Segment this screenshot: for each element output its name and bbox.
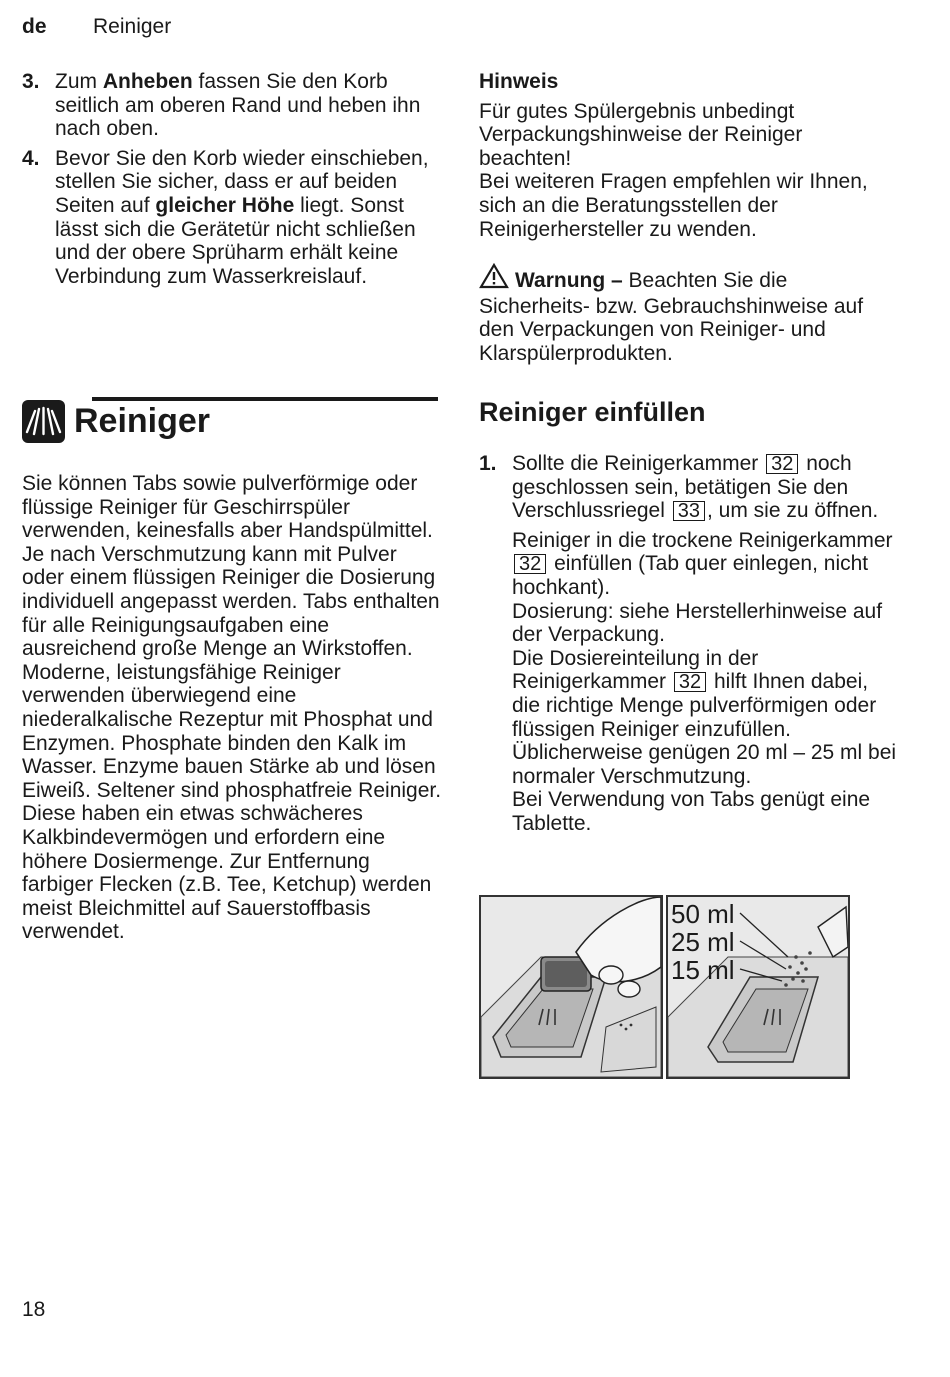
hinweis-title: Hinweis [479,70,559,93]
step-text: Reiniger in die trockene Reinigerkammer [512,528,893,552]
detergent-icon [22,400,65,443]
step-4 [22,147,442,289]
running-header-title: Reiniger [93,15,172,38]
dosing-label-15: 15 ml [671,955,735,985]
warning-block [479,263,889,365]
step-text: liegt. Sonst lässt sich die Gerätetür nicht schließen und der obere Sprüharm erhält keine Verbindung zum Wasserkreislauf. [55,193,416,288]
ref-32-badge: 32 [514,554,546,574]
fill-paragraph-6: Bei Verwendung von Tabs genügt eine Tablette. [512,788,871,835]
section-title: Reiniger [74,402,211,440]
dosing-scale-drawing [668,897,848,1077]
fill-paragraph-3: Dosierung: siehe Herstellerhinweise auf der Verpackung. [512,599,883,647]
step-number: 4. [22,146,40,170]
tab-insert-drawing [481,897,661,1077]
fill-step-1 [479,452,899,523]
warning-triangle-icon [479,263,509,295]
fill-instructions [479,396,899,836]
step-emphasis: gleicher Höhe [155,193,295,217]
ref-32-badge: 32 [674,672,706,692]
step-3 [22,70,442,141]
fill-paragraph-4 [479,647,899,741]
step-text: noch geschlossen sein, betätigen Sie den Verschlussriegel [512,452,852,523]
step-text: einfüllen (Tab quer einlegen, nicht hochkant). [512,552,869,599]
left-steps [22,70,442,294]
step-text: Sollte die Reinigerkammer [512,452,765,475]
step-number: 3. [22,70,40,93]
subsection-title: Reiniger einfüllen [479,397,706,427]
step-emphasis: Anheben [102,70,193,93]
hinweis-block [479,70,889,366]
step-text: Die Dosiereinteilung in der Reinigerkammer [512,646,759,694]
hinweis-line-2: Bei weiteren Fragen empfehlen wir Ihnen, sich an die Beratungsstellen der Reinigerhersteller zu wenden. [479,170,868,241]
step-text: Bevor Sie den Korb wieder einschieben, stellen Sie sicher, dass er auf beiden Seiten auf [55,146,429,217]
section-heading [22,397,438,443]
dosing-label-25: 25 ml [671,927,735,957]
step-text: Zum [55,70,103,93]
section-body: Sie können Tabs sowie pulverförmige oder flüssige Reiniger für Geschirrspüler verwenden, keinesfalls aber Handspülmittel. Je nach Verschmutzung kann mit Pulver oder einem flüssigen Reiniger die Dosierung individuell angepasst werden. Tabs enthalten für alle Reinigungsaufgaben eine ausreichend große Menge an Wirkstoffen. Moderne, leistungsfähige Reiniger verwenden überwiegend eine niederalkalische Rezeptur mit Phosphat und Enzymen. Phosphate binden den Kalk im Wasser. Enzyme bauen Stärke ab und lösen Eiweiß. Seltener sind phosphatfreie Reiniger. Diese haben ein etwas schwächeres Kalkbindevermögen und erfordern eine höhere Dosiermenge. Zur Entfernung farbiger Flecken (z.B. Tee, Ketchup) werden meist Bleichmittel auf Sauerstoffbasis verwendet. [22,472,442,944]
illustration-tab-insert [479,895,663,1079]
warning-label: Warnung – [515,269,623,293]
step-text: fassen Sie den Korb seitlich am oberen Rand und heben ihn nach oben. [55,70,421,141]
warning-text: Beachten Sie die Sicherheits- bzw. Gebrauchshinweise auf den Verpackungen von Reiniger- und Klarspülerprodukten. [479,269,864,365]
fill-paragraph-2 [479,529,899,600]
step-number: 1. [479,452,497,475]
page-number: 18 [22,1298,46,1321]
ref-33-badge: 33 [673,501,705,521]
dosing-label-50: 50 ml [671,899,735,929]
hinweis-line-1: Für gutes Spülergebnis unbedingt Verpackungshinweise der Reiniger beachten! [479,99,803,170]
fill-paragraph-5: Üblicherweise genügen 20 ml – 25 ml bei normaler Verschmutzung. [512,741,897,788]
step-text: hilft Ihnen dabei, die richtige Menge pulverförmigen oder flüssigen Reiniger einzufüllen. [512,670,877,741]
ref-32-badge: 32 [766,454,798,474]
illustration-dosing-scale [666,895,850,1079]
language-code: de [22,15,47,38]
step-text: , um sie zu öffnen. [707,499,879,523]
